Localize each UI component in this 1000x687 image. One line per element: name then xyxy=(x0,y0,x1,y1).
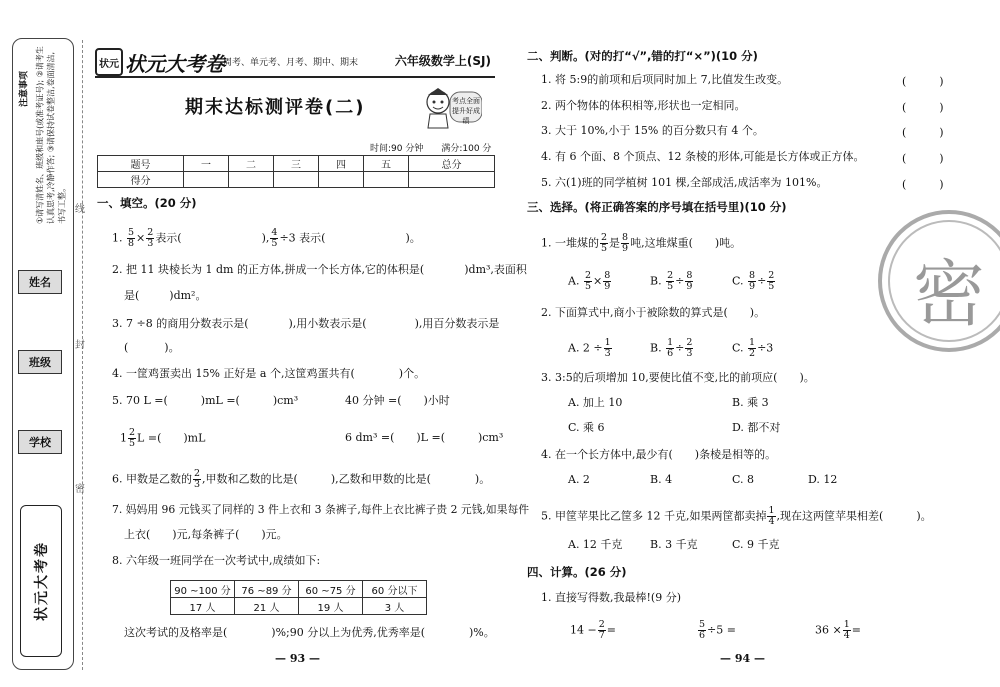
grade-label: 六年级数学上(SJ) xyxy=(394,54,491,68)
mascot-slogan: 考点全面 提升好成绩 xyxy=(452,97,480,125)
score-table xyxy=(97,155,495,188)
seal-char: 密 xyxy=(912,252,985,336)
question-1-5a: 5. 70 L =( )mL =( )cm³ xyxy=(112,394,299,407)
score-cell[interactable] xyxy=(183,172,228,188)
choice-1-option-c[interactable]: C. $\frac{8}{9}$ ÷ $\frac{2}{5}$ xyxy=(732,270,775,292)
choice-4-option-d[interactable]: D. 12 xyxy=(808,473,838,486)
page-title: 期末达标测评卷(二) xyxy=(185,97,366,118)
choice-1-option-b[interactable]: B. $\frac{2}{5}$ ÷ $\frac{8}{9}$ xyxy=(650,270,693,292)
choice-2-option-b[interactable]: B. $\frac{1}{6}$ ÷ $\frac{2}{3}$ xyxy=(650,337,693,359)
question-1-4: 4. 一筐鸡蛋卖出 15% 正好是 a 个,这筐鸡蛋共有( )个。 xyxy=(112,367,426,380)
judge-item-3: 3. 大于 10%,小于 15% 的百分数只有 4 个。 xyxy=(541,124,764,137)
question-1-2-cont: 是( )dm²。 xyxy=(124,289,207,302)
question-1-5c: 1 $\frac{2}{5}$ L =( )mL xyxy=(120,427,206,449)
judge-item-2: 2. 两个物体的体积相等,形状也一定相同。 xyxy=(541,99,746,112)
section-4-title: 四、计算。(26 分) xyxy=(527,565,627,579)
choice-3-option-a[interactable]: A. 加上 10 xyxy=(568,396,623,409)
choice-3-option-b[interactable]: B. 乘 3 xyxy=(732,396,769,409)
exam-notes: ①请写清姓名、班级和座号(或准考证号); ②请考生认真思考,冷静作答; ③请保持试卷整洁,卷面清洁,书写工整。 xyxy=(35,46,67,224)
score-header-cell: 题号 xyxy=(98,156,184,172)
question-1-2: 2. 把 11 块棱长为 1 dm 的正方体,拼成一个长方体,它的体积是( )dm³,表面积 xyxy=(112,263,527,276)
grade-range-cell: 60 分以下 xyxy=(363,581,427,598)
page-number-right: — 94 — xyxy=(720,652,765,665)
score-header-cell: 总分 xyxy=(409,156,495,172)
grade-count-cell: 3 人 xyxy=(363,598,427,615)
cut-mark-mi: 密 xyxy=(75,484,85,495)
choice-1: 1. 一堆煤的 $\frac{2}{5}$ 是 $\frac{8}{9}$ 吨,这堆煤重( )吨。 xyxy=(541,232,742,254)
question-1-6: 6. 甲数是乙数的 $\frac{2}{3}$ ,甲数和乙数的比是( ),乙数和甲数的比是( )。 xyxy=(112,468,491,490)
question-1-7: 7. 妈妈用 96 元钱买了同样的 3 件上衣和 3 条裤子,每件上衣比裤子贵 2 元钱,如果每件 xyxy=(112,503,530,516)
choice-4-option-b[interactable]: B. 4 xyxy=(650,473,673,486)
question-1-3: 3. 7 ÷8 的商用分数表示是( ),用小数表示是( ),用百分数表示是 xyxy=(112,317,500,330)
choice-3-option-c[interactable]: C. 乘 6 xyxy=(568,421,605,434)
choice-3-option-d[interactable]: D. 都不对 xyxy=(732,421,781,434)
class-field[interactable]: 班级 xyxy=(18,350,62,374)
question-1-1: 1. $\frac{5}{8}$ × $\frac{2}{3}$ 表示( ), $\frac{4}{5}$ ÷3 表示( )。 xyxy=(112,227,421,249)
choice-5-option-a[interactable]: A. 12 千克 xyxy=(568,538,623,551)
page-number-left: — 93 — xyxy=(275,652,320,665)
choice-2-option-a[interactable]: A. 2 ÷ $\frac{1}{3}$ xyxy=(568,337,611,359)
choice-5-option-c[interactable]: C. 9 千克 xyxy=(732,538,780,551)
judge-item-5: 5. 六(1)班的同学植树 101 棵,全部成活,成活率为 101%。 xyxy=(541,176,828,189)
section-1-title: 一、填空。(20 分) xyxy=(97,196,197,210)
judge-answer-4[interactable]: ( ) xyxy=(902,152,944,165)
judge-answer-1[interactable]: ( ) xyxy=(902,75,944,88)
score-header-cell: 一 xyxy=(183,156,228,172)
score-header-cell: 二 xyxy=(228,156,273,172)
question-1-3-cont: ( )。 xyxy=(124,341,180,354)
choice-5-option-b[interactable]: B. 3 千克 xyxy=(650,538,698,551)
choice-2-option-c[interactable]: C. $\frac{1}{2}$ ÷3 xyxy=(732,337,774,359)
judge-answer-2[interactable]: ( ) xyxy=(902,101,944,114)
brand-name: 状元大考卷 xyxy=(125,52,225,76)
judge-answer-3[interactable]: ( ) xyxy=(902,126,944,139)
page-header xyxy=(95,46,495,78)
calc-sub-1: 1. 直接写得数,我最棒!(9 分) xyxy=(541,591,681,604)
grades-table xyxy=(170,580,427,615)
choice-3: 3. 3:5的后项增加 10,要使比值不变,比的前项应( )。 xyxy=(541,371,815,384)
school-field[interactable]: 学校 xyxy=(18,430,62,454)
score-row-label: 得分 xyxy=(98,172,184,188)
brand-logo-icon: 状元 xyxy=(95,48,123,76)
score-cell[interactable] xyxy=(409,172,495,188)
choice-2: 2. 下面算式中,商小于被除数的算式是( )。 xyxy=(541,306,766,319)
calc-item-1: 14 − $\frac{2}{7}$ = xyxy=(570,619,616,641)
score-header-cell: 五 xyxy=(364,156,409,172)
cut-mark-feng: 封 xyxy=(75,340,85,351)
judge-answer-5[interactable]: ( ) xyxy=(902,178,944,191)
secret-seal xyxy=(878,210,1000,352)
grade-count-cell: 21 人 xyxy=(235,598,299,615)
question-1-7-cont: 上衣( )元,每条裤子( )元。 xyxy=(124,528,288,541)
judge-item-1: 1. 将 5:9的前项和后项同时加上 7,比值发生改变。 xyxy=(541,73,789,86)
score-header-cell: 四 xyxy=(318,156,363,172)
choice-4: 4. 在一个长方体中,最少有( )条棱是相等的。 xyxy=(541,448,777,461)
grade-range-cell: 76 ~89 分 xyxy=(235,581,299,598)
cut-line xyxy=(82,40,83,670)
judge-item-4: 4. 有 6 个面、8 个顶点、12 条棱的形体,可能是长方体或正方体。 xyxy=(541,150,865,163)
score-cell[interactable] xyxy=(228,172,273,188)
score-cell[interactable] xyxy=(273,172,318,188)
notes-title: 注意事项 xyxy=(19,70,30,108)
calc-item-2: $\frac{5}{6}$ ÷5 = xyxy=(699,619,736,641)
grade-count-cell: 19 人 xyxy=(299,598,363,615)
section-2-title: 二、判断。(对的打“√”,错的打“×”)(10 分) xyxy=(527,49,758,63)
question-1-8-cont: 这次考试的及格率是( )%;90 分以上为优秀,优秀率是( )%。 xyxy=(124,626,495,639)
question-1-8: 8. 六年级一班同学在一次考试中,成绩如下: xyxy=(112,554,321,567)
calc-item-3: 36 × $\frac{1}{4}$ = xyxy=(815,619,861,641)
grade-range-cell: 60 ~75 分 xyxy=(299,581,363,598)
question-1-5d: 6 dm³ =( )L =( )cm³ xyxy=(345,431,504,444)
choice-5: 5. 甲筐苹果比乙筐多 12 千克,如果两筐都卖掉 $\frac{1}{4}$ ,现在这两筐苹果相差( )。 xyxy=(541,505,932,527)
score-cell[interactable] xyxy=(364,172,409,188)
question-1-5b: 40 分钟 =( )小时 xyxy=(345,394,450,407)
choice-1-option-a[interactable]: A. $\frac{2}{5}$ × $\frac{8}{9}$ xyxy=(568,270,611,292)
mascot xyxy=(420,86,482,134)
exam-type-tags: 周考、单元考、月考、期中、期末 xyxy=(223,58,359,68)
score-cell[interactable] xyxy=(318,172,363,188)
score-header-cell: 三 xyxy=(273,156,318,172)
name-field[interactable]: 姓名 xyxy=(18,270,62,294)
side-logo: 状元大考卷 xyxy=(20,505,62,657)
time-score-line: 时间:90 分钟 满分:100 分 xyxy=(370,144,492,154)
grade-count-cell: 17 人 xyxy=(171,598,235,615)
section-3-title: 三、选择。(将正确答案的序号填在括号里)(10 分) xyxy=(527,200,787,214)
cut-mark-xian: 线 xyxy=(75,204,85,215)
grade-range-cell: 90 ~100 分 xyxy=(171,581,235,598)
choice-4-option-c[interactable]: C. 8 xyxy=(732,473,755,486)
choice-4-option-a[interactable]: A. 2 xyxy=(568,473,590,486)
